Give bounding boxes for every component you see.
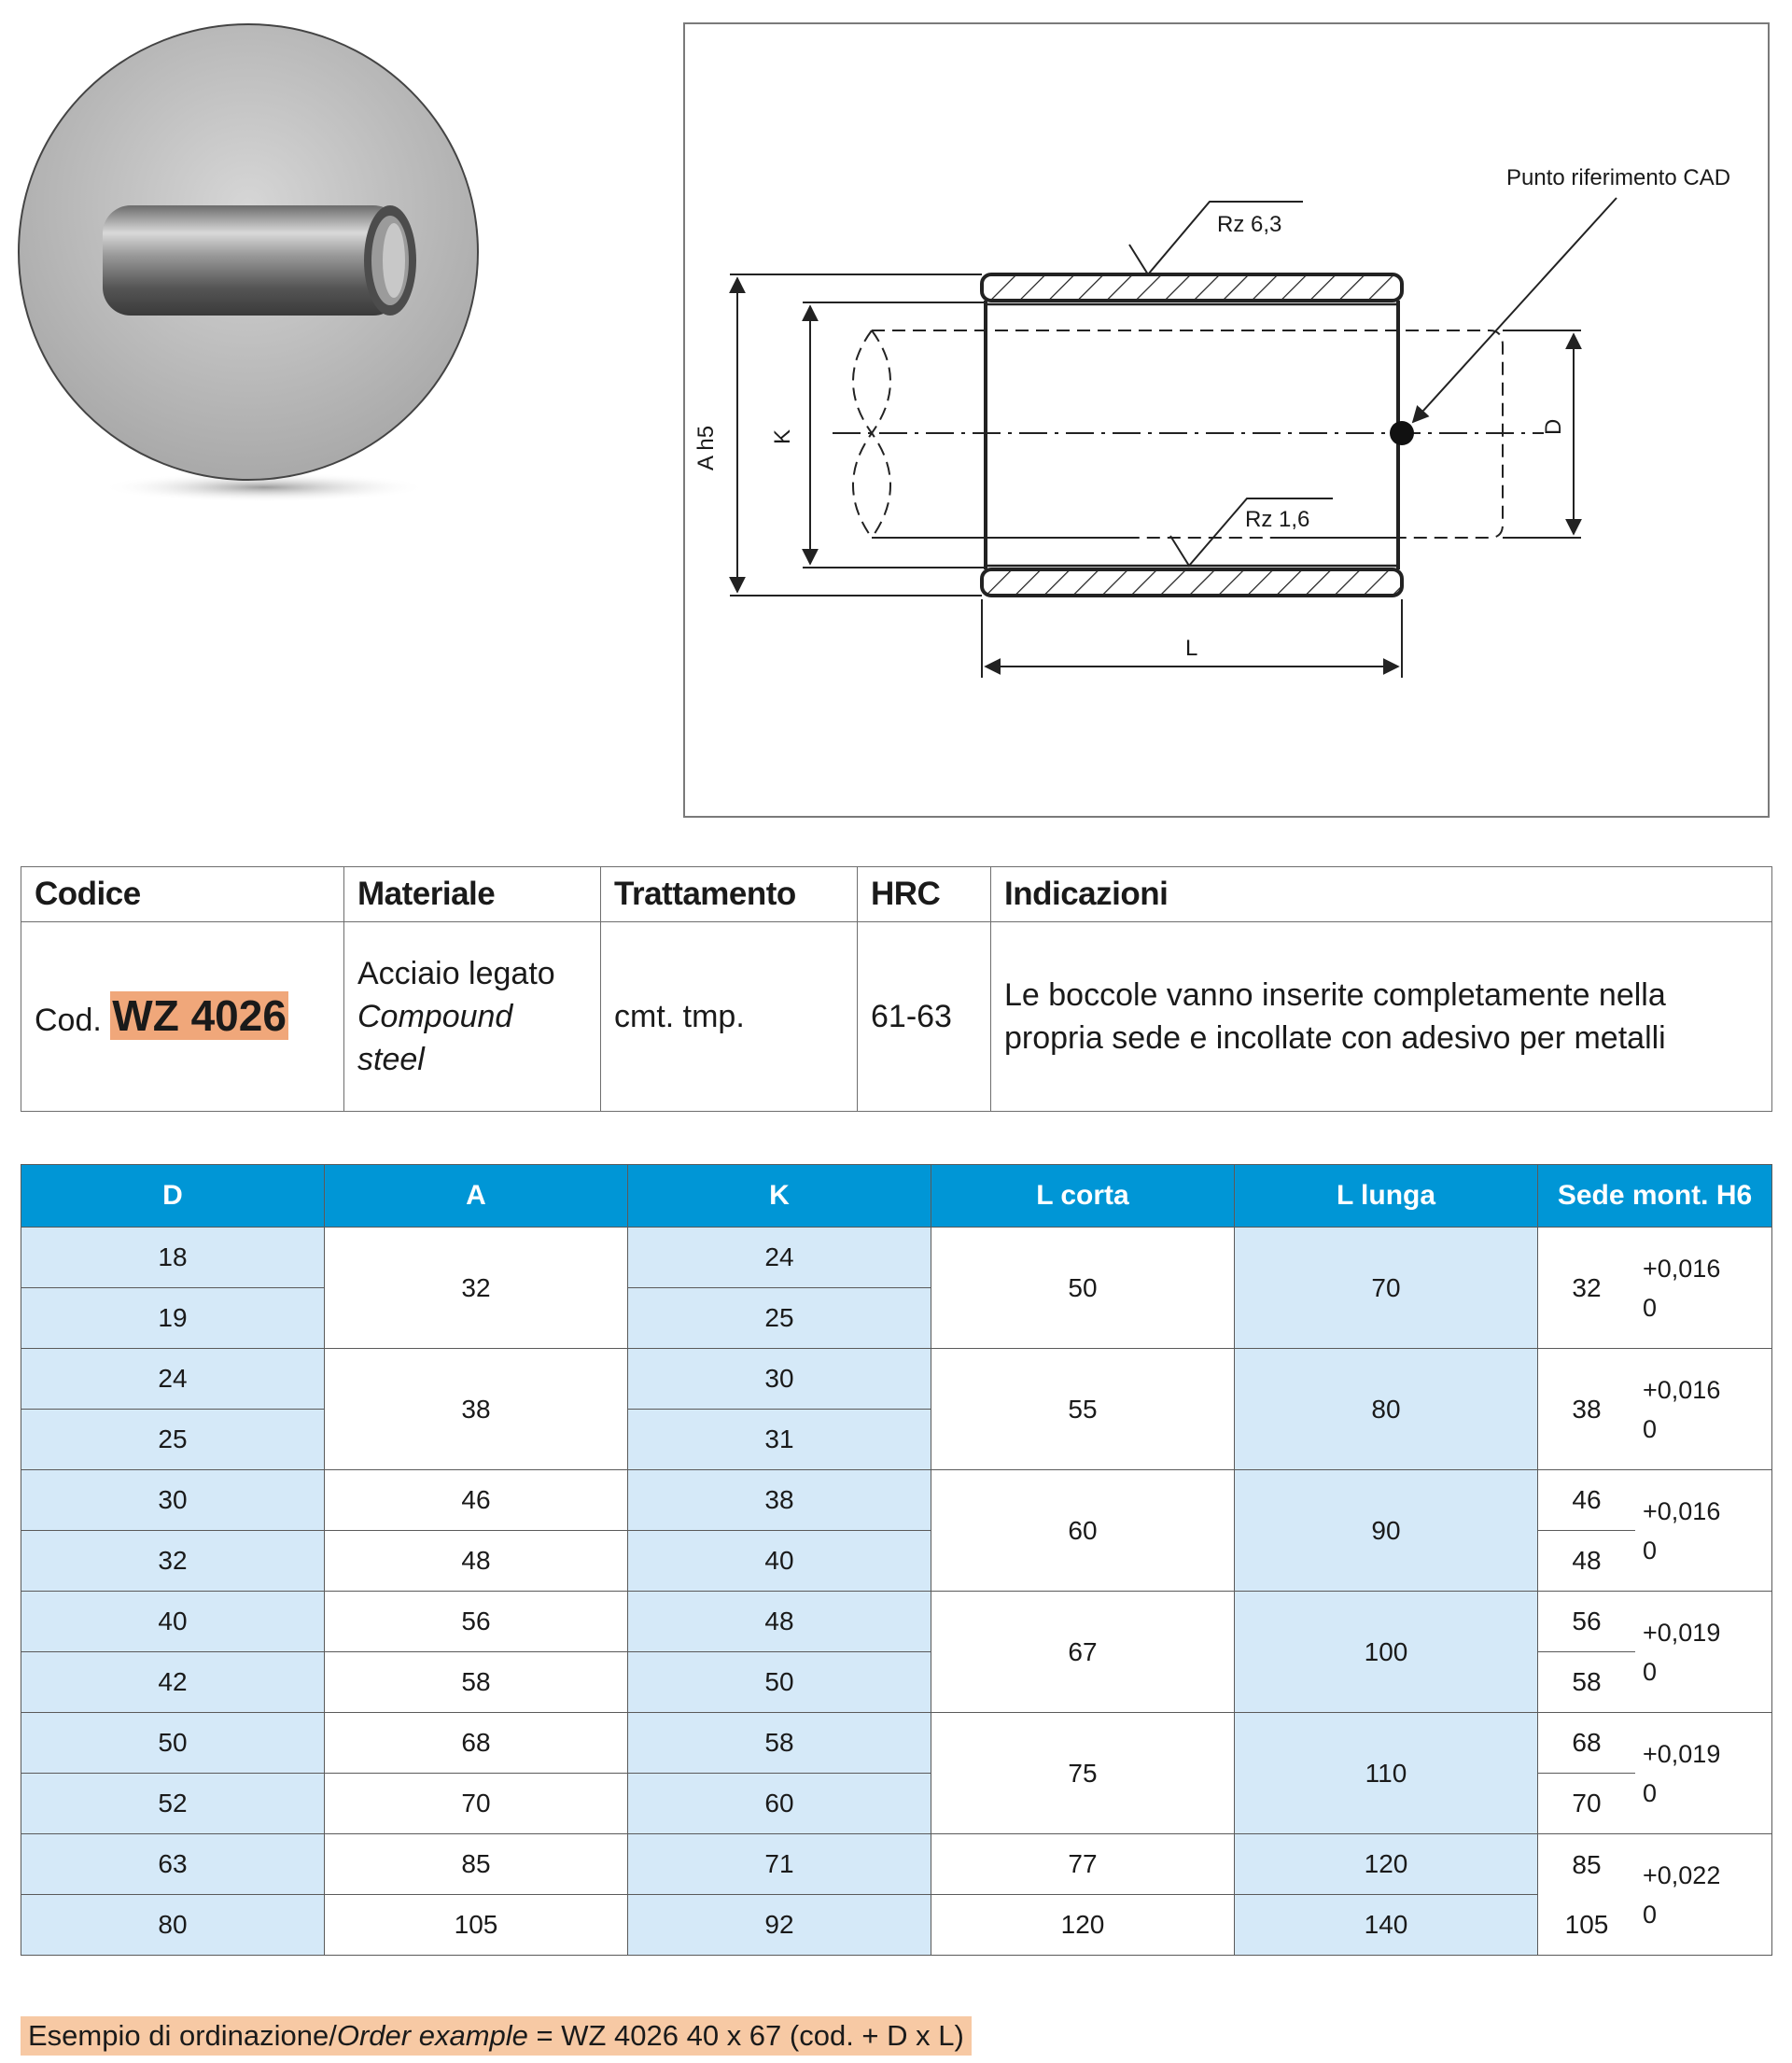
cell-d: 30 xyxy=(21,1470,325,1531)
sede-value: 32 xyxy=(1572,1272,1602,1302)
cell-l-lunga: 120 xyxy=(1235,1834,1538,1895)
cell-k: 48 xyxy=(628,1592,931,1652)
sede-value: 46 xyxy=(1572,1485,1602,1515)
tol-lower: 0 xyxy=(1643,1657,1658,1686)
cell-d: 80 xyxy=(21,1895,325,1956)
spec-hrc-cell: 61-63 xyxy=(858,922,991,1112)
cell-l-corta: 55 xyxy=(931,1349,1235,1470)
table-row xyxy=(21,1592,1772,1652)
cell-l-corta: 50 xyxy=(931,1228,1235,1349)
order-example xyxy=(21,2016,972,2056)
sede-value: 56 xyxy=(1572,1607,1602,1636)
dim-header-d: D xyxy=(21,1165,325,1228)
cell-k: 71 xyxy=(628,1834,931,1895)
sede-value: 48 xyxy=(1538,1530,1635,1591)
order-example-italic: Order example xyxy=(336,2019,528,2052)
spec-table xyxy=(21,866,1772,1112)
table-row xyxy=(21,1834,1772,1895)
cell-d: 42 xyxy=(21,1652,325,1713)
cell-sede xyxy=(1538,1834,1772,1956)
dim-header-l-corta: L corta xyxy=(931,1165,1235,1228)
spec-notes-cell: Le boccole vanno inserite completamente nella propria sede e incollate con adesivo per metalli xyxy=(991,922,1772,1112)
sede-value: 85 xyxy=(1572,1849,1602,1879)
cell-d: 18 xyxy=(21,1228,325,1288)
cell-a: 70 xyxy=(325,1774,628,1834)
cell-sede xyxy=(1538,1349,1772,1470)
rz-inner-label: Rz 1,6 xyxy=(1245,507,1310,532)
cell-l-lunga: 110 xyxy=(1235,1713,1538,1834)
cell-k: 50 xyxy=(628,1652,931,1713)
cell-a: 32 xyxy=(325,1228,628,1349)
cell-l-corta: 120 xyxy=(931,1895,1235,1956)
sede-value: 105 xyxy=(1564,1909,1609,1939)
cell-a: 38 xyxy=(325,1349,628,1470)
tol-upper: +0,016 xyxy=(1643,1375,1721,1404)
cell-k: 92 xyxy=(628,1895,931,1956)
spec-row xyxy=(21,922,1772,1112)
tol-lower: 0 xyxy=(1643,1414,1658,1443)
cell-k: 25 xyxy=(628,1288,931,1349)
dim-header-row xyxy=(21,1165,1772,1228)
spec-header-row xyxy=(21,867,1772,922)
cell-k: 30 xyxy=(628,1349,931,1410)
cell-l-lunga: 80 xyxy=(1235,1349,1538,1470)
cell-d: 24 xyxy=(21,1349,325,1410)
tol-upper: +0,016 xyxy=(1643,1254,1721,1283)
material-it: Acciaio legato xyxy=(357,956,555,991)
cell-k: 60 xyxy=(628,1774,931,1834)
cell-sede xyxy=(1538,1470,1772,1592)
cell-l-lunga: 100 xyxy=(1235,1592,1538,1713)
cell-a: 58 xyxy=(325,1652,628,1713)
dimensions-table xyxy=(21,1164,1772,1956)
cell-l-corta: 75 xyxy=(931,1713,1235,1834)
cell-d: 40 xyxy=(21,1592,325,1652)
dim-header-a: A xyxy=(325,1165,628,1228)
cell-a: 105 xyxy=(325,1895,628,1956)
dim-header-sede: Sede mont. H6 xyxy=(1538,1165,1772,1228)
sede-value: 70 xyxy=(1538,1773,1635,1833)
cell-l-lunga: 140 xyxy=(1235,1895,1538,1956)
spec-header-notes: Indicazioni xyxy=(991,867,1772,922)
cell-d: 63 xyxy=(21,1834,325,1895)
tol-lower: 0 xyxy=(1643,1293,1658,1322)
code-prefix: Cod. xyxy=(35,1003,102,1038)
bushing-photo-image xyxy=(17,19,483,504)
code-value: WZ 4026 xyxy=(112,991,287,1040)
cell-l-corta: 67 xyxy=(931,1592,1235,1713)
cell-d: 52 xyxy=(21,1774,325,1834)
product-photo xyxy=(17,19,483,504)
tol-lower: 0 xyxy=(1643,1900,1658,1929)
cell-a: 48 xyxy=(325,1531,628,1592)
dim-header-k: K xyxy=(628,1165,931,1228)
cell-d: 19 xyxy=(21,1288,325,1349)
cell-a: 46 xyxy=(325,1470,628,1531)
tol-lower: 0 xyxy=(1643,1536,1658,1565)
sede-value: 58 xyxy=(1538,1651,1635,1712)
tol-upper: +0,019 xyxy=(1643,1618,1721,1647)
dim-a-label: A h5 xyxy=(693,425,719,470)
table-row xyxy=(21,1228,1772,1288)
sede-value: 38 xyxy=(1572,1394,1602,1424)
tol-lower: 0 xyxy=(1643,1778,1658,1807)
material-en: Compound steel xyxy=(357,999,513,1077)
bushing-section-drawing xyxy=(685,24,1768,816)
cell-d: 25 xyxy=(21,1410,325,1470)
spec-treatment-cell: cmt. tmp. xyxy=(601,922,858,1112)
cell-sede xyxy=(1538,1228,1772,1349)
cell-d: 50 xyxy=(21,1713,325,1774)
cell-k: 40 xyxy=(628,1531,931,1592)
cell-l-lunga: 70 xyxy=(1235,1228,1538,1349)
tol-upper: +0,016 xyxy=(1643,1496,1721,1525)
table-row xyxy=(21,1349,1772,1410)
cell-a: 56 xyxy=(325,1592,628,1652)
cell-sede xyxy=(1538,1713,1772,1834)
cell-k: 31 xyxy=(628,1410,931,1470)
spec-material-cell xyxy=(344,922,601,1112)
cell-l-lunga: 90 xyxy=(1235,1470,1538,1592)
tol-upper: +0,019 xyxy=(1643,1739,1721,1768)
cell-l-corta: 60 xyxy=(931,1470,1235,1592)
cell-sede xyxy=(1538,1592,1772,1713)
cell-a: 68 xyxy=(325,1713,628,1774)
dim-k-label: K xyxy=(770,428,795,444)
cell-l-corta: 77 xyxy=(931,1834,1235,1895)
dim-l-label: L xyxy=(1185,636,1198,661)
order-example-suffix: = WZ 4026 40 x 67 (cod. + D x L) xyxy=(527,2019,964,2052)
table-row xyxy=(21,1713,1772,1774)
dim-d-label: D xyxy=(1541,418,1566,435)
technical-drawing xyxy=(683,22,1770,818)
spec-header-hrc: HRC xyxy=(858,867,991,922)
spec-header-material: Materiale xyxy=(344,867,601,922)
spec-header-code: Codice xyxy=(21,867,344,922)
tol-upper: +0,022 xyxy=(1643,1860,1721,1889)
spec-header-treatment: Trattamento xyxy=(601,867,858,922)
spec-code-cell xyxy=(21,922,344,1112)
cell-k: 58 xyxy=(628,1713,931,1774)
sede-value: 68 xyxy=(1572,1728,1602,1758)
cell-k: 24 xyxy=(628,1228,931,1288)
order-example-prefix: Esempio di ordinazione/ xyxy=(28,2019,337,2052)
table-row xyxy=(21,1895,1772,1956)
cell-a: 85 xyxy=(325,1834,628,1895)
table-row xyxy=(21,1470,1772,1531)
dim-header-l-lunga: L lunga xyxy=(1235,1165,1538,1228)
cell-k: 38 xyxy=(628,1470,931,1531)
rz-outer-label: Rz 6,3 xyxy=(1217,212,1282,237)
cell-d: 32 xyxy=(21,1531,325,1592)
cad-ref-label: Punto riferimento CAD xyxy=(1506,165,1731,190)
